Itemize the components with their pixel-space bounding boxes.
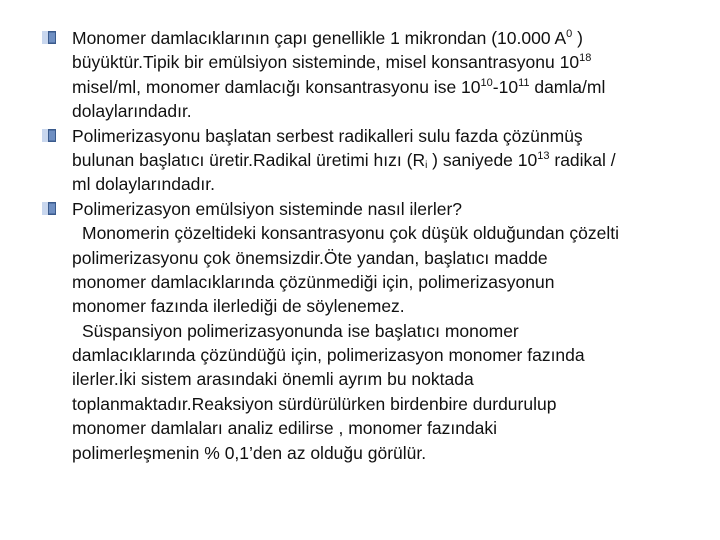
paragraph-3-line-10: monomer damlaları analiz edilirse , monomer fazındaki xyxy=(72,418,498,439)
paragraph-1-line-4: dolaylarındadır. xyxy=(72,101,192,122)
text-segment: bulunan başlatıcı üretir.Radikal üretimi hızı (R xyxy=(72,149,426,170)
paragraph-2-line-3: ml dolaylarındadır. xyxy=(72,174,215,195)
text-segment: -10 xyxy=(492,76,519,97)
text-segment: Polimerizasyonu başlatan serbest radikalleri sulu fazda çözünmüş xyxy=(72,125,583,146)
slide-body xyxy=(72,26,700,465)
paragraph-3-line-6: Süspansiyon polimerizasyonunda ise başlatıcı monomer xyxy=(82,320,519,341)
paragraph-3-line-7: damlacıklarında çözündüğü için, polimerizasyon monomer fazında xyxy=(72,345,585,366)
text-segment: ) xyxy=(572,28,583,48)
text-segment: Polimerizasyon emülsiyon sisteminde nasıl ilerler? xyxy=(72,198,463,219)
paragraph-3-line-8: ilerler.İki sistem arasındaki önemli ayrım bu noktada xyxy=(72,369,474,390)
book-bullet-icon xyxy=(42,202,56,215)
paragraph-3-line-4: monomer damlacıklarında çözünmediği için, polimerizasyonun xyxy=(72,271,555,292)
superscript: 0 xyxy=(566,28,573,40)
superscript: 18 xyxy=(579,52,592,65)
paragraph-2-line-2 xyxy=(72,148,700,172)
text-segment: ) saniyede 10 xyxy=(427,149,538,170)
paragraph-2-line-1 xyxy=(72,124,700,148)
text-segment: Monomer damlacıklarının çapı genellikle 1 mikrondan (10.000 A xyxy=(72,28,567,48)
superscript: 10 xyxy=(480,76,493,89)
paragraph-3-line-3: polimerizasyonu çok önemsizdir.Öte yandan, başlatıcı madde xyxy=(72,247,548,268)
paragraph-1-line-1 xyxy=(72,26,700,50)
text-segment: radikal / xyxy=(549,149,616,170)
superscript: 11 xyxy=(518,76,530,89)
superscript: 13 xyxy=(537,149,550,162)
text-segment: damla/ml xyxy=(529,76,606,97)
paragraph-1-line-3 xyxy=(72,75,700,99)
paragraph-3-line-2: Monomerin çözeltideki konsantrasyonu çok düşük olduğundan çözelti xyxy=(82,223,619,244)
paragraph-3-line-5: monomer fazında ilerlediği de söylenemez. xyxy=(72,296,405,317)
text-segment: büyüktür.Tipik bir emülsiyon sisteminde, misel konsantrasyonu 10 xyxy=(72,52,580,73)
book-bullet-icon xyxy=(42,31,56,44)
text-segment: misel/ml, monomer damlacığı konsantrasyonu ise 10 xyxy=(72,76,481,97)
paragraph-3-line-1 xyxy=(72,197,700,221)
paragraph-1-line-2 xyxy=(72,50,700,74)
paragraph-3-line-11: polimerleşmenin % 0,1’den az olduğu görülür. xyxy=(72,442,427,463)
paragraph-3-line-9: toplanmaktadır.Reaksiyon sürdürülürken birdenbire durdurulup xyxy=(72,393,557,414)
book-bullet-icon xyxy=(42,129,56,142)
subscript: i xyxy=(425,159,428,171)
